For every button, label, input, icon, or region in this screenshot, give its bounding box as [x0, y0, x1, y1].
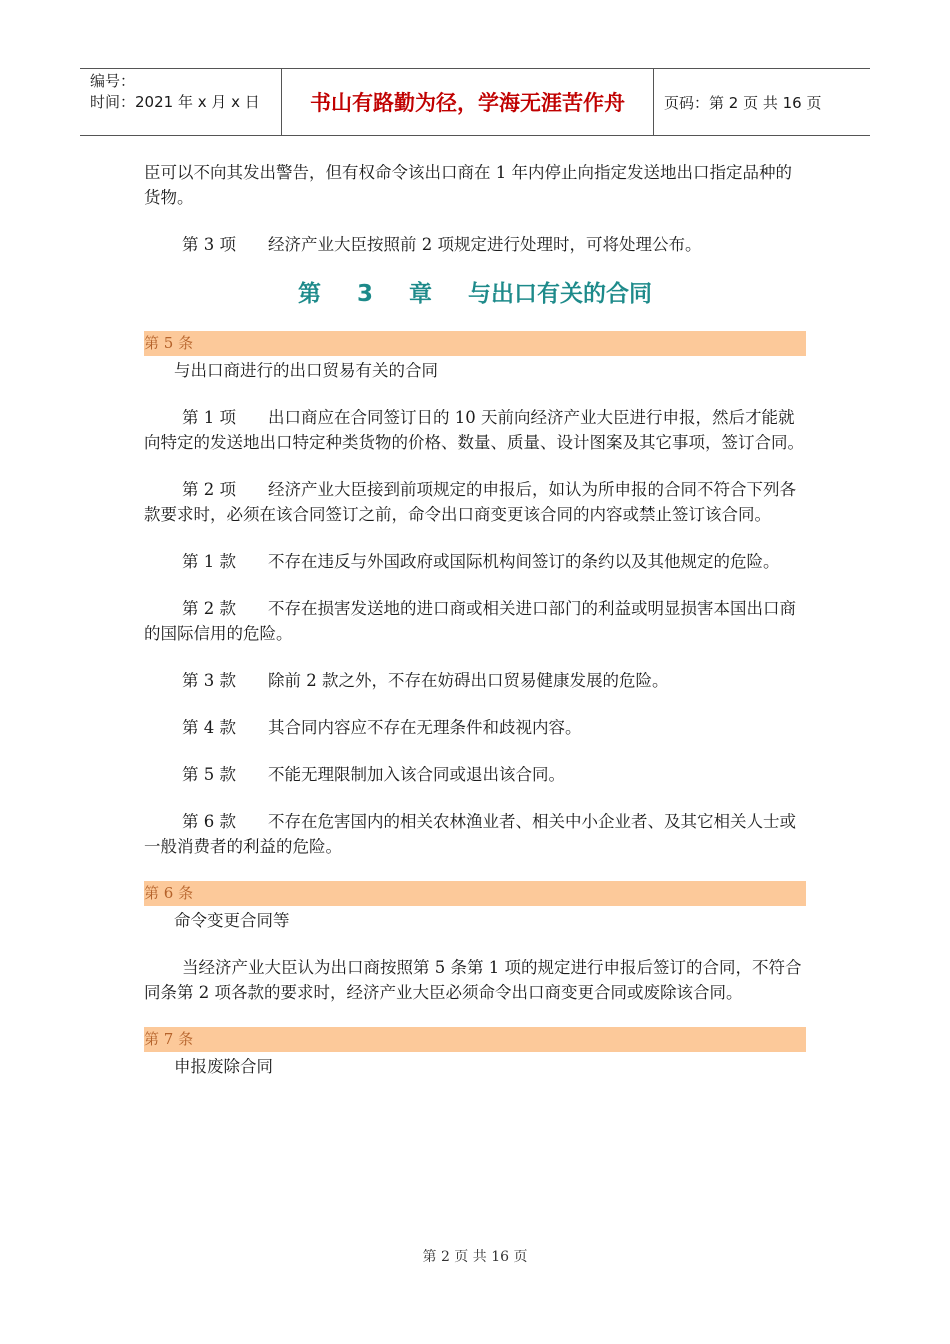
item-text: 经济产业大臣接到前项规定的申报后，如认为所申报的合同不符合下列各款要求时，必须在该合同签订之前，命令出口商变更该合同的内容或禁止签订该合同。 — [144, 480, 796, 524]
clause — [144, 762, 806, 787]
clause — [144, 715, 806, 740]
article-title: 申报废除合同 — [174, 1057, 273, 1076]
document-number: 编号： — [90, 72, 136, 90]
clause — [144, 668, 806, 693]
clause-label: 第 1 款 — [182, 552, 236, 571]
header-table — [80, 68, 870, 136]
paragraph: 臣可以不向其发出警告，但有权命令该出口商在 1 年内停止向指定发送地出口指定品种的货物。 — [144, 163, 792, 207]
article-label: 第 7 条 — [144, 1027, 806, 1052]
paragraph: 当经济产业大臣认为出口商按照第 5 条第 1 项的规定进行申报后签订的合同，不符合同条第 2 项各款的要求时，经济产业大臣必须命令出口商变更合同或废除该合同。 — [144, 958, 802, 1002]
paragraph — [144, 405, 806, 455]
clause-text: 除前 2 款之外，不存在妨碍出口贸易健康发展的危险。 — [268, 671, 669, 690]
chapter-heading: 第 3 章 与出口有关的合同 — [297, 281, 653, 307]
document-time: 时间：2021 年 x 月 x 日 — [90, 93, 260, 111]
paragraph — [144, 477, 806, 527]
article-label: 第 5 条 — [144, 331, 806, 356]
clause — [144, 596, 806, 646]
clause-label: 第 3 款 — [182, 671, 236, 690]
article-title: 与出口商进行的出口贸易有关的合同 — [174, 361, 438, 380]
header-meta — [80, 69, 282, 135]
clause — [144, 809, 806, 859]
paragraph — [144, 232, 806, 257]
article-title: 命令变更合同等 — [174, 911, 290, 930]
clause-text: 不能无理限制加入该合同或退出该合同。 — [268, 765, 565, 784]
document-body — [144, 160, 806, 1101]
article-label: 第 6 条 — [144, 881, 806, 906]
clause-text: 不存在损害发送地的进口商或相关进口部门的利益或明显损害本国出口商的国际信用的危险。 — [144, 599, 796, 643]
clause-label: 第 6 款 — [182, 812, 236, 831]
header-page-info: 页码：第 2 页 共 16 页 — [664, 93, 822, 112]
clause-label: 第 4 款 — [182, 718, 236, 737]
item-label: 第 1 项 — [182, 408, 236, 427]
page-footer: 第 2 页 共 16 页 — [422, 1249, 528, 1265]
clause-label: 第 5 款 — [182, 765, 236, 784]
clause-text: 不存在危害国内的相关农林渔业者、相关中小企业者、及其它相关人士或一般消费者的利益的危险。 — [144, 812, 796, 856]
clause-text: 其合同内容应不存在无理条件和歧视内容。 — [268, 718, 582, 737]
clause-label: 第 2 款 — [182, 599, 236, 618]
item-text: 出口商应在合同签订日的 10 天前向经济产业大臣进行申报，然后才能就向特定的发送地出口特定种类货物的价格、数量、质量、设计图案及其它事项，签订合同。 — [144, 408, 804, 452]
item-label: 第 3 项 — [182, 235, 236, 254]
clause-text: 不存在违反与外国政府或国际机构间签订的条约以及其他规定的危险。 — [268, 552, 780, 571]
header-motto: 书山有路勤为径，学海无涯苦作舟 — [282, 69, 654, 135]
item-text: 经济产业大臣按照前 2 项规定进行处理时，可将处理公布。 — [268, 235, 702, 254]
clause — [144, 549, 806, 574]
item-label: 第 2 项 — [182, 480, 236, 499]
